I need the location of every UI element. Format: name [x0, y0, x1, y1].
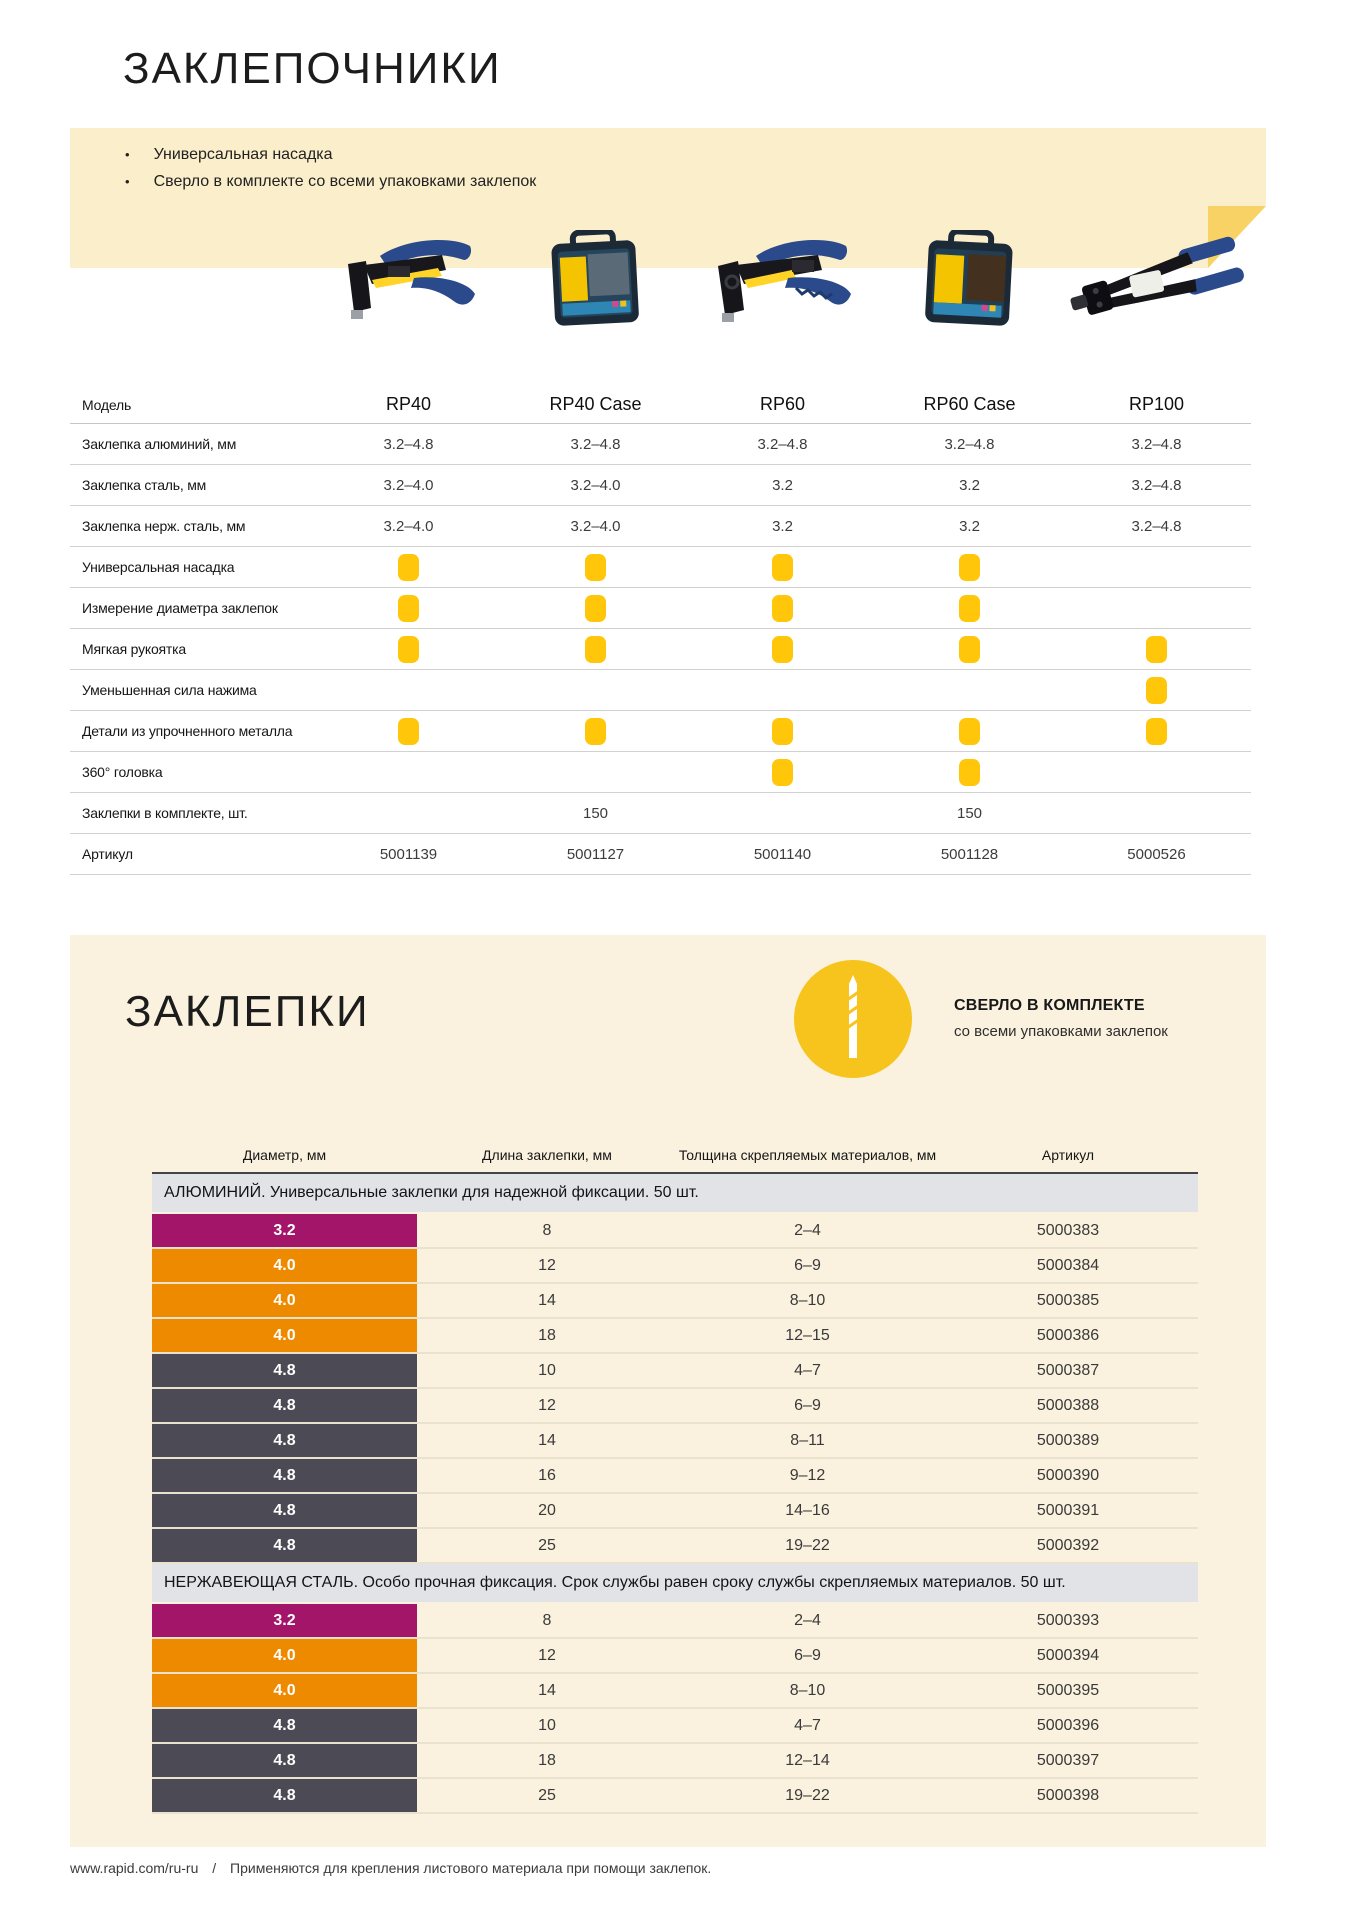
rivet-length: 14: [538, 1291, 556, 1309]
spec-value: 3.2–4.8: [570, 435, 621, 453]
diameter-cell: 3.2: [152, 1214, 417, 1247]
spec-value: 150: [582, 804, 609, 822]
rivet-length: 8: [542, 1221, 552, 1239]
rivets-section: [70, 935, 1266, 1847]
rivet-row: [152, 1779, 1198, 1814]
rivet-group-header: АЛЮМИНИЙ. Универсальные заклепки для надежной фиксации. 50 шт.: [152, 1174, 1198, 1214]
rivet-thickness: 14–16: [785, 1501, 830, 1519]
rivet-article: 5000397: [1036, 1751, 1100, 1769]
model-header-row: [70, 386, 1251, 424]
product-image-rp40-case: [505, 230, 685, 330]
feature-yes-icon: [1146, 718, 1167, 745]
rivets-table: [152, 1138, 1198, 1814]
rivet-length: 8: [542, 1611, 552, 1629]
spec-value: 3.2–4.8: [1131, 435, 1182, 453]
rivet-thickness: 19–22: [785, 1786, 830, 1804]
diameter-cell: 4.8: [152, 1779, 417, 1812]
spec-label: Измерение диаметра заклепок: [82, 600, 278, 616]
riveters-comparison-table: [70, 386, 1251, 875]
drill-bit-icon: [794, 960, 912, 1078]
spec-row: [70, 506, 1251, 547]
footer-url[interactable]: www.rapid.com/ru-ru: [70, 1860, 199, 1876]
diameter-cell: 4.8: [152, 1459, 417, 1492]
rivet-thickness: 12–14: [785, 1751, 830, 1769]
feature-yes-icon: [772, 636, 793, 663]
drill-callout-title: СВЕРЛО В КОМПЛЕКТЕ: [954, 997, 1145, 1014]
footer-note: Применяются для крепления листового материала при помощи заклепок.: [230, 1860, 712, 1876]
rivet-row: [152, 1249, 1198, 1284]
feature-yes-icon: [959, 636, 980, 663]
page-title: ЗАКЛЕПОЧНИКИ: [123, 44, 502, 93]
spec-row: [70, 629, 1251, 670]
diameter-cell: 4.0: [152, 1249, 417, 1282]
feature-yes-icon: [772, 759, 793, 786]
rivet-row: [152, 1639, 1198, 1674]
feature-cell: [315, 595, 502, 622]
rivet-thickness: 2–4: [794, 1221, 821, 1239]
feature-yes-icon: [1146, 636, 1167, 663]
spec-value: 150: [956, 804, 983, 822]
feature-yes-icon: [1146, 677, 1167, 704]
rivet-article: 5000385: [1036, 1291, 1100, 1309]
rivet-article: 5000392: [1036, 1536, 1100, 1554]
spec-row: [70, 588, 1251, 629]
feature-yes-icon: [398, 595, 419, 622]
feature-cell: [689, 759, 876, 786]
rivet-row: [152, 1424, 1198, 1459]
rivet-row: [152, 1354, 1198, 1389]
page-footer: [70, 1860, 711, 1876]
feature-cell: [876, 554, 1063, 581]
rivet-length: 16: [538, 1466, 556, 1484]
drill-callout: [954, 997, 1168, 1040]
rivet-thickness: 8–11: [790, 1431, 825, 1449]
rivet-row: [152, 1604, 1198, 1639]
rivets-section-title: ЗАКЛЕПКИ: [125, 987, 370, 1036]
spec-value: 5001140: [753, 845, 812, 863]
rivet-thickness: 6–9: [794, 1396, 821, 1414]
feature-cell: [315, 718, 502, 745]
rivet-thickness: 8–10: [789, 1291, 826, 1309]
spec-value: 3.2–4.8: [383, 435, 434, 453]
feature-yes-icon: [398, 718, 419, 745]
rivet-thickness: 4–7: [794, 1361, 821, 1379]
spec-row: [70, 793, 1251, 834]
feature-cell: [502, 718, 689, 745]
rivet-length: 18: [538, 1751, 556, 1769]
rivet-length: 14: [538, 1431, 556, 1449]
spec-label: Заклепка алюминий, мм: [82, 436, 237, 452]
spec-row: [70, 834, 1251, 875]
feature-yes-icon: [959, 718, 980, 745]
rivet-length: 25: [538, 1536, 556, 1554]
rivet-thickness: 12–15: [785, 1326, 830, 1344]
rivet-length: 20: [538, 1501, 556, 1519]
rivet-article: 5000390: [1036, 1466, 1100, 1484]
rivet-length: 18: [538, 1326, 556, 1344]
spec-label: 360° головка: [82, 764, 163, 780]
product-image-rp60: [692, 230, 872, 330]
feature-yes-icon: [585, 554, 606, 581]
rivet-article: 5000388: [1036, 1396, 1100, 1414]
spec-row: [70, 547, 1251, 588]
bullet-dot-icon: •: [125, 174, 130, 189]
spec-value: 3.2–4.8: [1131, 517, 1182, 535]
feature-yes-icon: [772, 718, 793, 745]
feature-yes-icon: [585, 718, 606, 745]
feature-cell: [502, 554, 689, 581]
feature-cell: [315, 636, 502, 663]
spec-label: Заклепки в комплекте, шт.: [82, 805, 248, 821]
feature-bullet: [125, 141, 536, 168]
rivet-article: 5000387: [1036, 1361, 1100, 1379]
diameter-cell: 4.0: [152, 1284, 417, 1317]
feature-yes-icon: [959, 554, 980, 581]
rivet-article: 5000383: [1036, 1221, 1100, 1239]
spec-label: Универсальная насадка: [82, 559, 235, 575]
spec-label: Артикул: [82, 846, 133, 862]
spec-value: 5001127: [566, 845, 625, 863]
feature-cell: [689, 554, 876, 581]
feature-bullet-text: Сверло в комплекте со всеми упаковками заклепок: [153, 173, 537, 190]
diameter-cell: 3.2: [152, 1604, 417, 1637]
spec-label: Уменьшенная сила нажима: [82, 682, 257, 698]
rivet-row: [152, 1529, 1198, 1564]
rivet-row: [152, 1744, 1198, 1779]
spec-value: 5001139: [379, 845, 438, 863]
spec-row: [70, 752, 1251, 793]
spec-value: 3.2: [772, 517, 793, 535]
feature-bullet: [125, 168, 536, 195]
riveters-table-rows: [70, 386, 1251, 875]
rivets-table-body: [152, 1172, 1198, 1814]
feature-yes-icon: [959, 595, 980, 622]
feature-cell: [876, 759, 1063, 786]
column-header-thickness: Толщина скрепляемых материалов, мм: [678, 1147, 937, 1163]
spec-label: Заклепка сталь, мм: [82, 477, 207, 493]
spec-row: [70, 711, 1251, 752]
feature-yes-icon: [772, 554, 793, 581]
drill-included-badge: [794, 960, 912, 1078]
rivet-length: 10: [538, 1361, 556, 1379]
column-header-diameter: Диаметр, мм: [242, 1147, 327, 1163]
spec-value: 3.2: [959, 517, 980, 535]
diameter-cell: 4.8: [152, 1709, 417, 1742]
feature-yes-icon: [585, 595, 606, 622]
spec-value: 3.2–4.0: [570, 517, 621, 535]
rivet-thickness: 6–9: [794, 1646, 821, 1664]
rivet-thickness: 4–7: [794, 1716, 821, 1734]
bullet-dot-icon: •: [125, 147, 130, 162]
feature-cell: [689, 595, 876, 622]
spec-value: 5001128: [940, 845, 999, 863]
feature-cell: [315, 554, 502, 581]
diameter-cell: 4.0: [152, 1319, 417, 1352]
rivet-row: [152, 1674, 1198, 1709]
rivet-row: [152, 1319, 1198, 1354]
feature-cell: [1063, 677, 1250, 704]
spec-row: [70, 424, 1251, 465]
model-name: RP40: [385, 394, 432, 414]
product-image-rp60-case: [879, 230, 1059, 330]
column-header-length: Длина заклепки, мм: [482, 1147, 612, 1163]
model-name: RP100: [1128, 394, 1185, 414]
feature-cell: [1063, 636, 1250, 663]
feature-yes-icon: [398, 554, 419, 581]
spec-value: 3.2–4.8: [757, 435, 808, 453]
spec-row: [70, 670, 1251, 711]
diameter-cell: 4.8: [152, 1494, 417, 1527]
rivet-length: 12: [538, 1256, 556, 1274]
rivet-length: 10: [538, 1716, 556, 1734]
rivet-thickness: 8–10: [789, 1681, 826, 1699]
rivet-article: 5000386: [1036, 1326, 1100, 1344]
rivet-row: [152, 1459, 1198, 1494]
product-images-row: [0, 230, 1357, 338]
feature-cell: [876, 636, 1063, 663]
drill-callout-subtitle: со всеми упаковками заклепок: [954, 1023, 1168, 1040]
rivet-thickness: 2–4: [794, 1611, 821, 1629]
feature-yes-icon: [959, 759, 980, 786]
rivet-row: [152, 1214, 1198, 1249]
diameter-cell: 4.0: [152, 1639, 417, 1672]
rivet-article: 5000395: [1036, 1681, 1100, 1699]
diameter-cell: 4.8: [152, 1744, 417, 1777]
rivet-article: 5000396: [1036, 1716, 1100, 1734]
rivet-row: [152, 1284, 1198, 1319]
model-name: RP60 Case: [923, 394, 1016, 414]
rivet-length: 12: [538, 1646, 556, 1664]
model-name: RP40 Case: [549, 394, 642, 414]
model-row-label: Модель: [82, 396, 132, 413]
spec-value: 3.2–4.0: [570, 476, 621, 494]
feature-yes-icon: [772, 595, 793, 622]
rivet-row: [152, 1389, 1198, 1424]
rivet-length: 25: [538, 1786, 556, 1804]
diameter-cell: 4.8: [152, 1424, 417, 1457]
feature-cell: [1063, 718, 1250, 745]
feature-bullet-text: Универсальная насадка: [153, 146, 333, 163]
rivet-row: [152, 1709, 1198, 1744]
rivet-length: 14: [538, 1681, 556, 1699]
spec-value: 3.2–4.0: [383, 517, 434, 535]
spec-value: 3.2–4.8: [944, 435, 995, 453]
rivet-article: 5000398: [1036, 1786, 1100, 1804]
rivet-thickness: 6–9: [794, 1256, 821, 1274]
spec-value: 3.2–4.8: [1131, 476, 1182, 494]
feature-cell: [689, 636, 876, 663]
rivet-article: 5000389: [1036, 1431, 1100, 1449]
feature-yes-icon: [585, 636, 606, 663]
model-name: RP60: [759, 394, 806, 414]
spec-label: Заклепка нерж. сталь, мм: [82, 518, 246, 534]
feature-cell: [876, 595, 1063, 622]
rivet-article: 5000384: [1036, 1256, 1100, 1274]
rivet-group-header: НЕРЖАВЕЮЩАЯ СТАЛЬ. Особо прочная фиксация. Срок службы равен сроку службы скрепляемых материалов. 50 шт.: [152, 1564, 1198, 1604]
spec-label: Мягкая рукоятка: [82, 641, 186, 657]
rivet-length: 12: [538, 1396, 556, 1414]
spec-value: 5000526: [1127, 845, 1186, 863]
spec-value: 3.2: [959, 476, 980, 494]
feature-cell: [502, 636, 689, 663]
feature-cell: [876, 718, 1063, 745]
rivet-row: [152, 1494, 1198, 1529]
spec-value: 3.2–4.0: [383, 476, 434, 494]
rivet-article: 5000391: [1036, 1501, 1100, 1519]
rivets-table-header: [152, 1138, 1198, 1172]
rivet-article: 5000393: [1036, 1611, 1100, 1629]
spec-row: [70, 465, 1251, 506]
product-image-rp100: [1066, 230, 1246, 330]
product-image-rp40: [318, 230, 498, 330]
feature-yes-icon: [398, 636, 419, 663]
spec-label: Детали из упрочненного металла: [82, 723, 293, 739]
feature-bullet-list: [125, 141, 536, 195]
rivet-thickness: 9–12: [789, 1466, 826, 1484]
footer-separator: /: [212, 1860, 217, 1876]
feature-cell: [502, 595, 689, 622]
diameter-cell: 4.8: [152, 1529, 417, 1562]
diameter-cell: 4.0: [152, 1674, 417, 1707]
diameter-cell: 4.8: [152, 1389, 417, 1422]
column-header-article: Артикул: [1041, 1147, 1095, 1163]
diameter-cell: 4.8: [152, 1354, 417, 1387]
rivet-article: 5000394: [1036, 1646, 1100, 1664]
rivet-thickness: 19–22: [785, 1536, 830, 1554]
spec-value: 3.2: [772, 476, 793, 494]
feature-cell: [689, 718, 876, 745]
